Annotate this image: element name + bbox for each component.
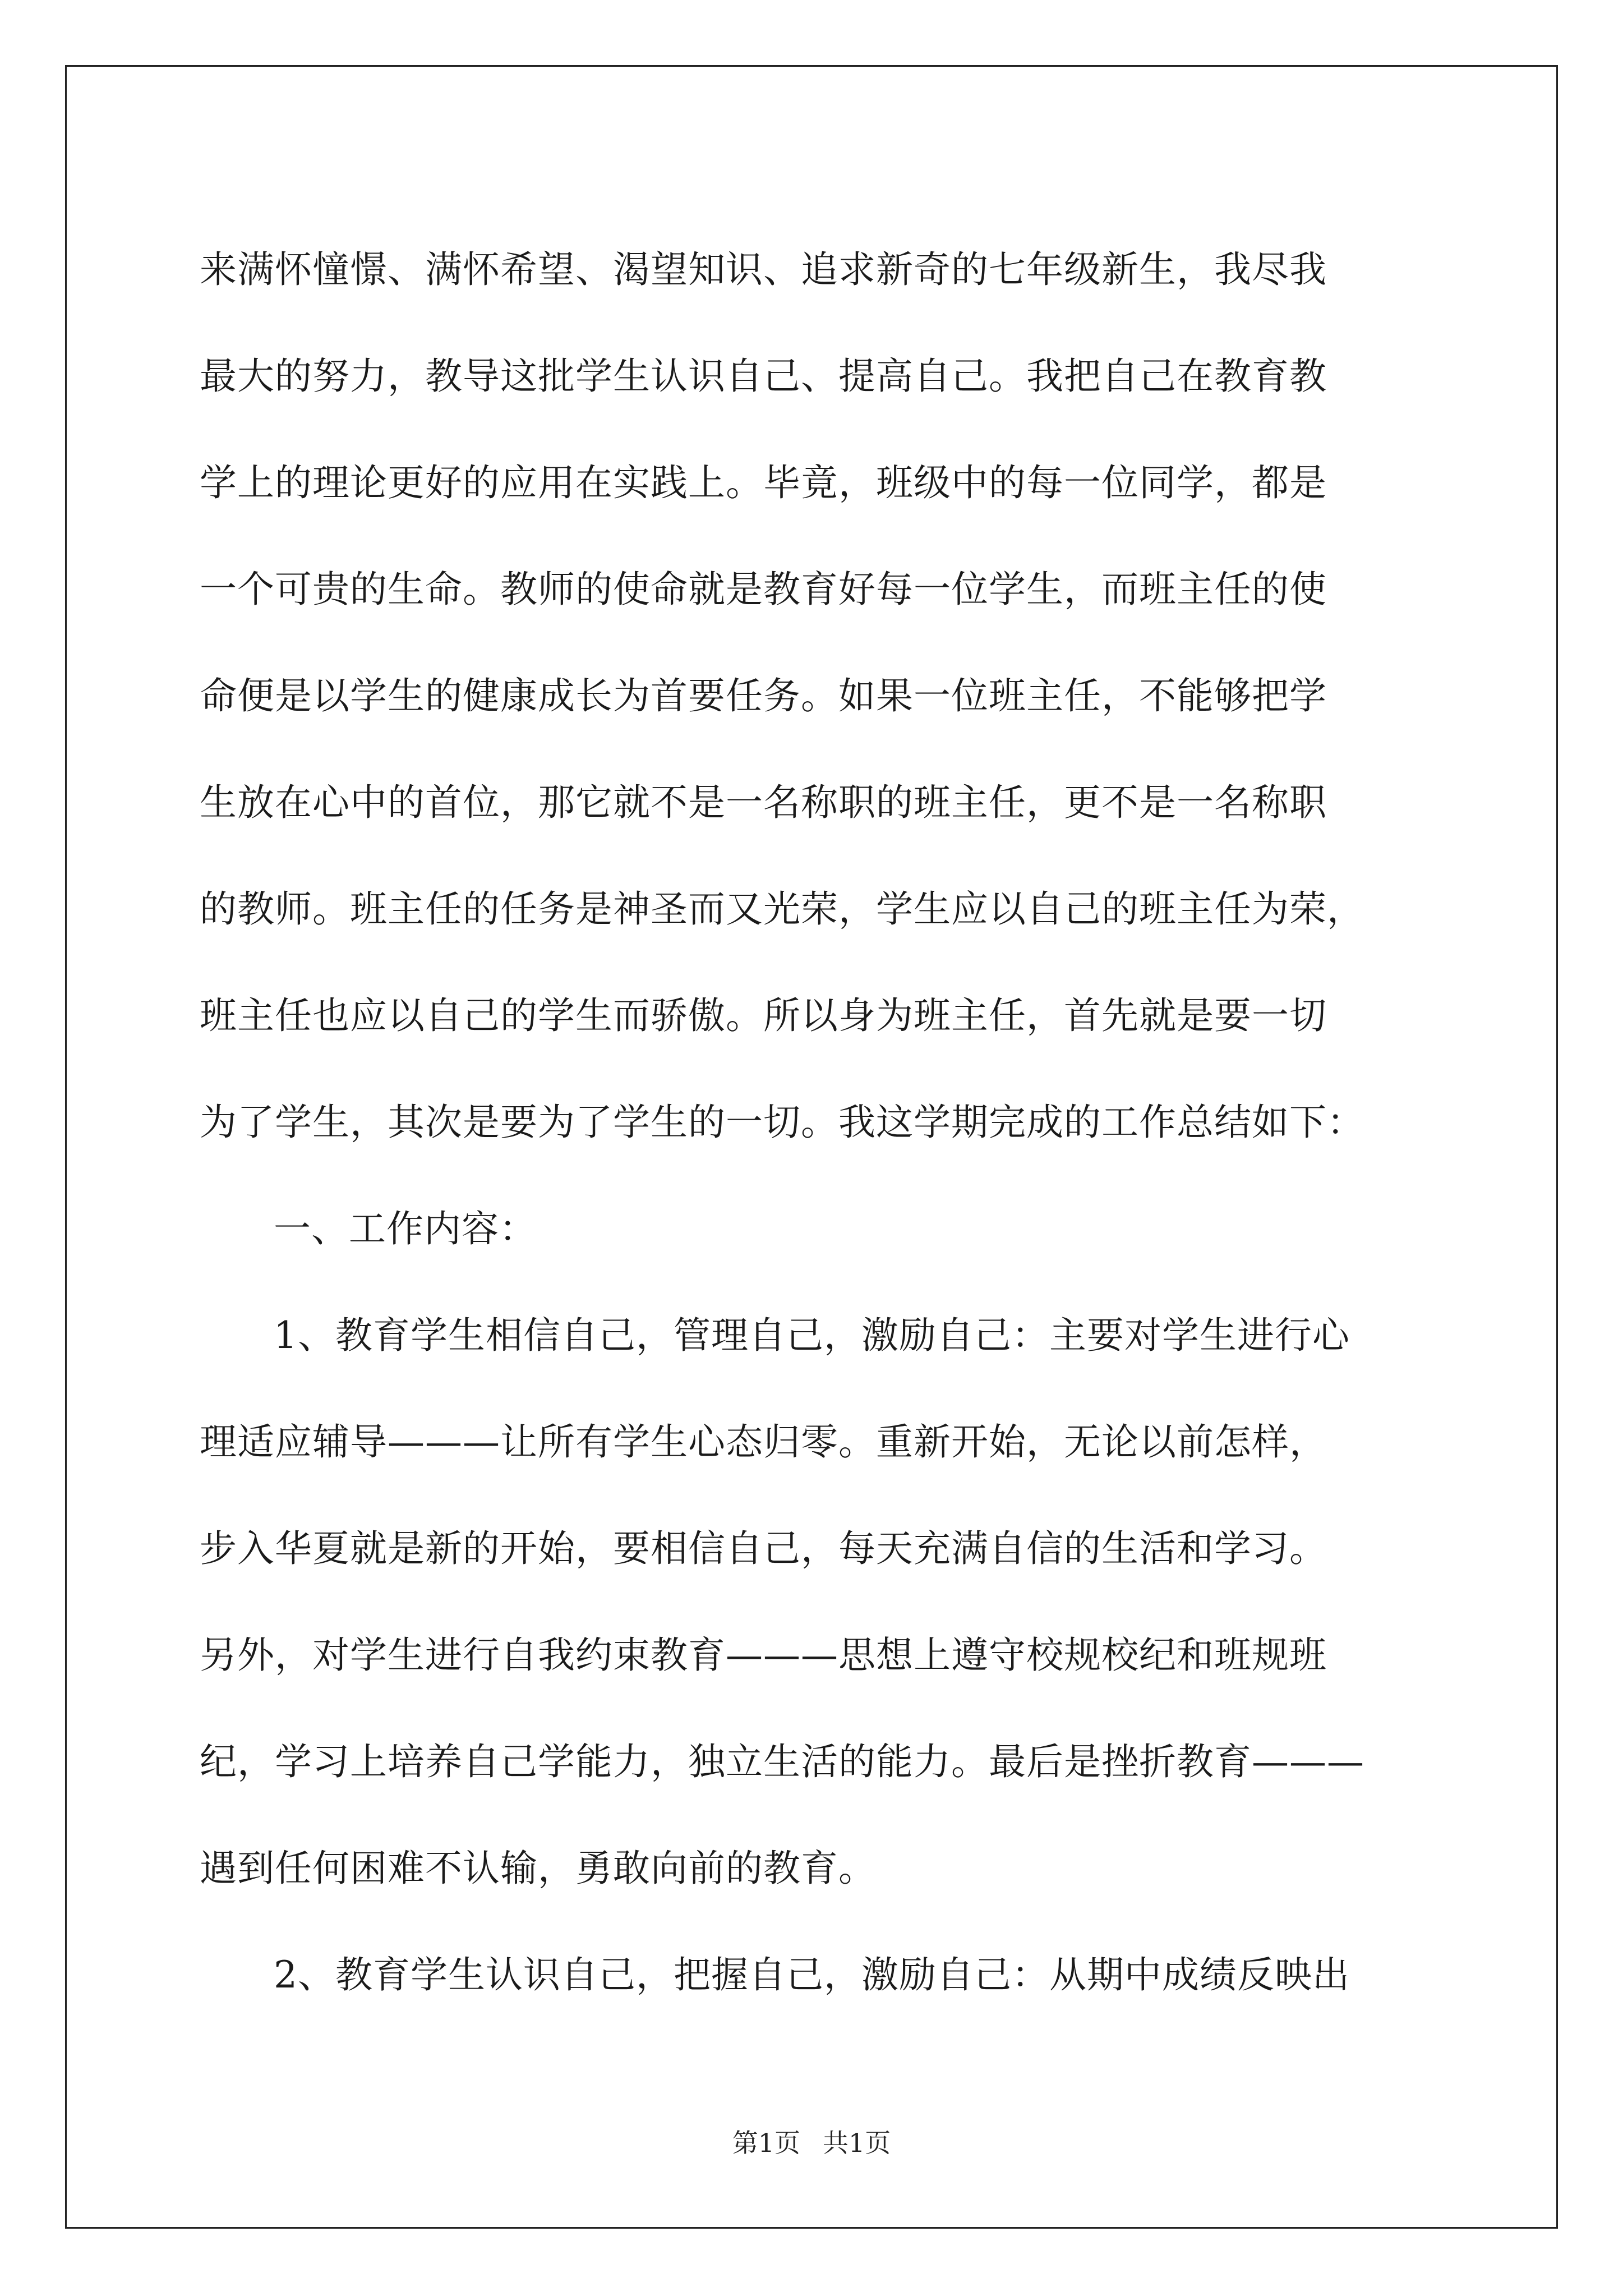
text-line-14: 另外，对学生进行自我约束教育———思想上遵守校规校纪和班规班 bbox=[200, 1634, 1327, 1677]
text-line-2: 最大的努力，教导这批学生认识自己、提高自己。我把自己在教育教 bbox=[200, 355, 1327, 398]
text-line-13: 步入华夏就是新的开始，要相信自己，每天充满自信的生活和学习。 bbox=[200, 1527, 1327, 1570]
text-line-11: 1、教育学生相信自己，管理自己，激励自己：主要对学生进行心 bbox=[274, 1314, 1350, 1357]
page-total: 共1页 bbox=[823, 2128, 891, 2158]
text-line-3: 学上的理论更好的应用在实践上。毕竟，班级中的每一位同学，都是 bbox=[200, 461, 1327, 504]
text-line-8: 班主任也应以自己的学生而骄傲。所以身为班主任，首先就是要一切 bbox=[200, 994, 1327, 1037]
text-line-17: 2、教育学生认识自己，把握自己，激励自己：从期中成绩反映出 bbox=[274, 1953, 1350, 1996]
text-line-7: 的教师。班主任的任务是神圣而又光荣，学生应以自己的班主任为荣， bbox=[200, 887, 1364, 931]
text-line-9: 为了学生，其次是要为了学生的一切。我这学期完成的工作总结如下： bbox=[200, 1101, 1364, 1144]
text-line-6: 生放在心中的首位，那它就不是一名称职的班主任，更不是一名称职 bbox=[200, 781, 1327, 824]
text-line-16: 遇到任何困难不认输，勇敢向前的教育。 bbox=[200, 1847, 876, 1890]
page-footer bbox=[0, 2126, 1623, 2160]
text-line-12: 理适应辅导———让所有学生心态归零。重新开始，无论以前怎样， bbox=[200, 1420, 1327, 1464]
page-number: 第1页 bbox=[732, 2128, 800, 2158]
text-line-5: 命便是以学生的健康成长为首要任务。如果一位班主任，不能够把学 bbox=[200, 674, 1327, 717]
document-body bbox=[200, 217, 1433, 2028]
text-line-4: 一个可贵的生命。教师的使命就是教育好每一位学生，而班主任的使 bbox=[200, 568, 1327, 611]
section-heading: 一、工作内容： bbox=[274, 1207, 537, 1250]
text-line-1: 来满怀憧憬、满怀希望、渴望知识、追求新奇的七年级新生，我尽我 bbox=[200, 248, 1327, 291]
text-line-15: 纪，学习上培养自己学能力，独立生活的能力。最后是挫折教育——— bbox=[200, 1740, 1364, 1783]
